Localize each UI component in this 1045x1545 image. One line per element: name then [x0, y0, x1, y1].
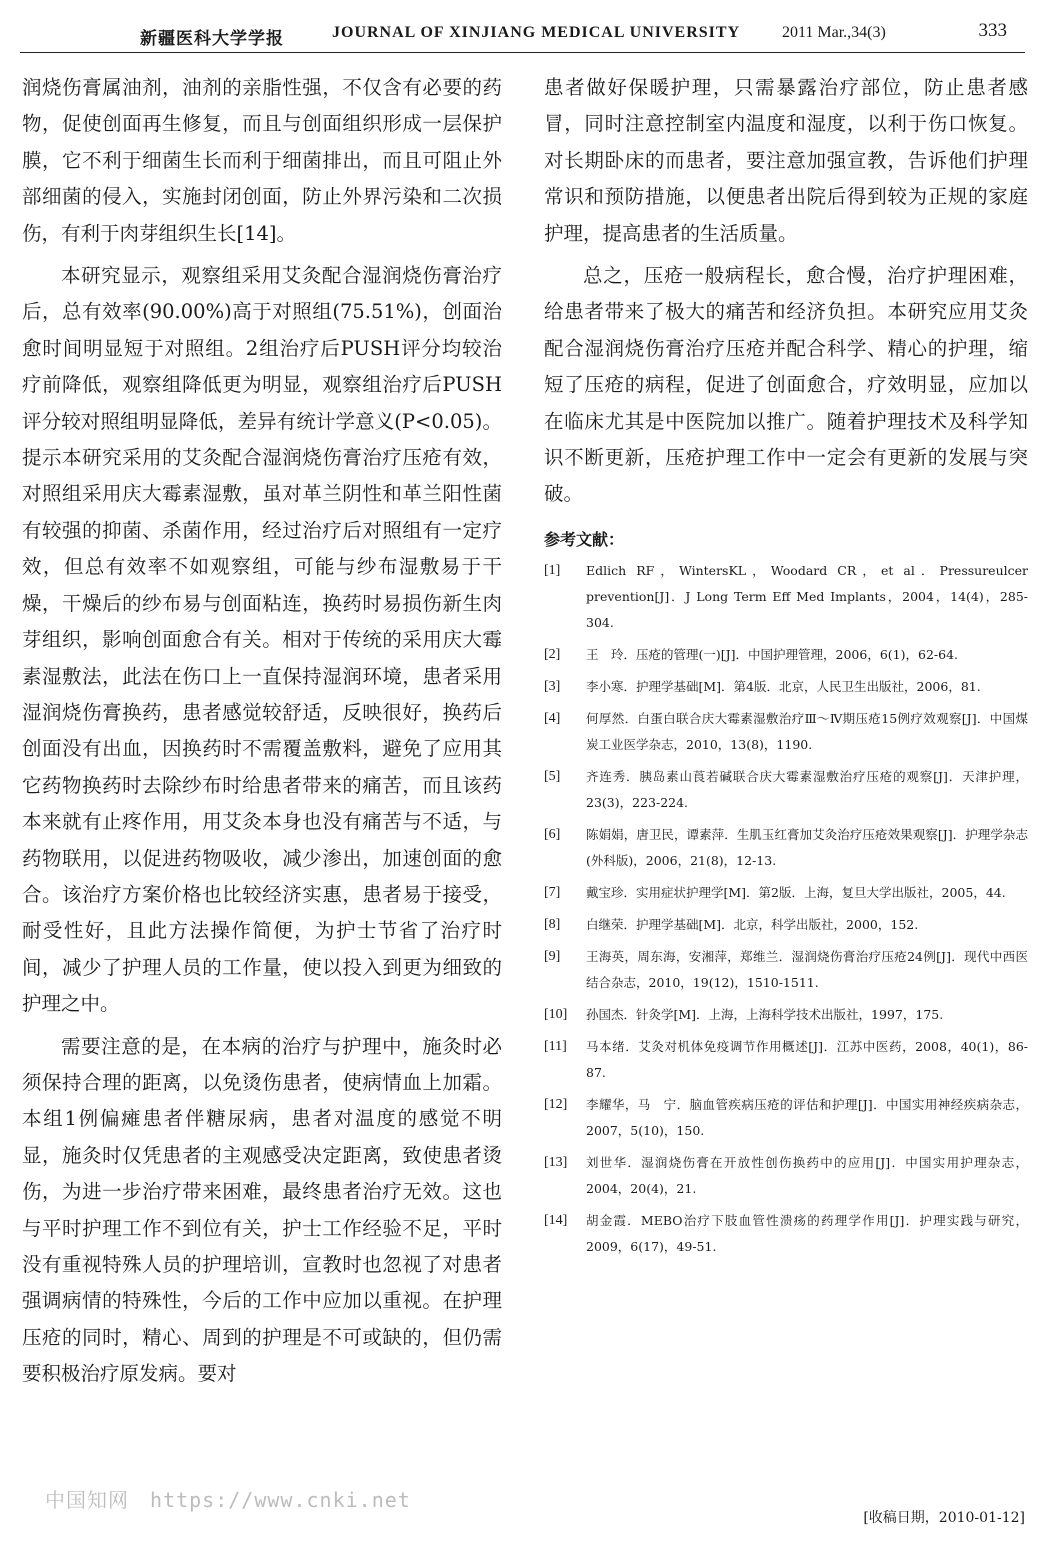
reference-number: [12]	[544, 1096, 568, 1112]
reference-list	[544, 558, 1028, 1260]
paragraph: 需要注意的是，在本病的治疗与护理中，施灸时必须保持合理的距离，以免烫伤患者，使病情血上加霜。本组1例偏瘫患者伴糖尿病，患者对温度的感觉不明显，施灸时仅凭患者的主观感受决定距离，致使患者烫伤，为进一步治疗带来困难，最终患者治疗无效。这也与平时护理工作不到位有关，护士工作经验不足，平时没有重视特殊人员的护理培训，宣教时也忽视了对患者强调病情的特殊性，今后的工作中应加以重视。在护理压疮的同时，精心、周到的护理是不可或缺的，但仍需要积极治疗原发病。要对	[22, 1034, 502, 1386]
reference-text: 孙国杰．针灸学[M]．上海，上海科学技术出版社，1997，175.	[586, 1006, 944, 1022]
paragraph: 总之，压疮一般病程长，愈合慢，治疗护理困难，给患者带来了极大的痛苦和经济负担。本研究应用艾灸配合湿润烧伤膏治疗压疮并配合科学、精心的护理，缩短了压疮的病程，促进了创面愈合，疗效明显，应加以在临床尤其是中医院加以推广。随着护理技术及科学知识不断更新，压疮护理工作中一定会有更新的发展与突破。	[544, 264, 1028, 506]
reference-text: 刘世华．湿润烧伤膏在开放性创伤换药中的应用[J]．中国实用护理杂志，2004，20(4)，21.	[586, 1154, 1028, 1196]
reference-item	[544, 674, 1028, 700]
reference-text: 王 玲．压疮的管理(一)[J]．中国护理管理，2006，6(1)，62-64.	[586, 646, 958, 662]
journal-title-cn: 新疆医科大学学报	[140, 29, 284, 48]
reference-text: 陈娟娟，唐卫民，谭素萍．生肌玉红膏加艾灸治疗压疮效果观察[J]．护理学杂志(外科版)，2006，21(8)，12-13.	[586, 826, 1028, 868]
reference-text: 马本绪．艾灸对机体免疫调节作用概述[J]．江苏中医药，2008，40(1)，86-87.	[586, 1038, 1028, 1080]
issue-date: 2011 Mar.,34(3)	[782, 24, 886, 41]
reference-item	[544, 764, 1028, 816]
reference-item	[544, 822, 1028, 874]
references-heading: 参考文献：	[544, 529, 625, 549]
reference-number: [13]	[544, 1154, 568, 1170]
reference-text: 李耀华，马 宁．脑血管疾病压疮的评估和护理[J]．中国实用神经疾病杂志，2007，5(10)，150.	[586, 1096, 1028, 1138]
reference-item	[544, 642, 1028, 668]
reference-number: [11]	[544, 1038, 567, 1054]
paragraph: 润烧伤膏属油剂，油剂的亲脂性强，不仅含有必要的药物，促使创面再生修复，而且与创面组织形成一层保护膜，它不利于细菌生长而利于细菌排出，而且可阻止外部细菌的侵入，实施封闭创面，防止外界污染和二次损伤，有利于肉芽组织生长[14]。	[22, 76, 502, 245]
reference-number: [5]	[544, 768, 561, 784]
reference-item	[544, 706, 1028, 758]
reference-item	[544, 1208, 1028, 1260]
received-date: [收稿日期，2010-01-12]	[863, 1510, 1025, 1526]
reference-item	[544, 912, 1028, 938]
reference-text: 王海英，周东海，安湘萍，郑维兰．湿润烧伤膏治疗压疮24例[J]．现代中西医结合杂志，2010，19(12)，1510-1511.	[586, 948, 1028, 990]
paragraph: 患者做好保暖护理，只需暴露治疗部位，防止患者感冒，同时注意控制室内温度和湿度，以利于伤口恢复。对长期卧床的而患者，要注意加强宣教，告诉他们护理常识和预防措施，以便患者出院后得到较为正规的家庭护理，提高患者的生活质量。	[544, 76, 1028, 245]
reference-text: 白继荣．护理学基础[M]．北京，科学出版社，2000，152.	[586, 916, 919, 932]
paragraph: 本研究显示，观察组采用艾灸配合湿润烧伤膏治疗后，总有效率(90.00%)高于对照组(75.51%)，创面治愈时间明显短于对照组。2组治疗后PUSH评分均较治疗前降低，观察组降低更为明显，观察组治疗后PUSH评分较对照组明显降低，差异有统计学意义(P<0.05)。提示本研究采用的艾灸配合湿润烧伤膏治疗压疮有效，对照组采用庆大霉素湿敷，虽对革兰阴性和革兰阳性菌有较强的抑菌、杀菌作用，经过治疗后对照组有一定疗效，但总有效率不如观察组，可能与纱布湿敷易于干燥，干燥后的纱布易与创面粘连，换药时易损伤新生肉芽组织，影响创面愈合有关。相对于传统的采用庆大霉素湿敷法，此法在伤口上一直保持湿润环境，患者采用湿润烧伤膏换药，患者感觉较舒适，反映很好，换药后创面没有出血，因换药时不需覆盖敷料，避免了应用其它药物换药时去除纱布时给患者带来的痛苦，而且该药本来就有止疼作用，用艾灸本身也没有痛苦与不适，与药物联用，以促进药物吸收，减少渗出，加速创面的愈合。该治疗方案价格也比较经济实惠，患者易于接受，耐受性好，且此方法操作简便，为护士节省了治疗时间，减少了护理人员的工作量，使以投入到更为细致的护理之中。	[22, 264, 502, 1016]
reference-number: [6]	[544, 826, 561, 842]
reference-number: [7]	[544, 884, 561, 900]
reference-number: [2]	[544, 646, 561, 662]
reference-item	[544, 1034, 1028, 1086]
reference-number: [3]	[544, 678, 561, 694]
running-header	[20, 18, 1025, 53]
reference-item	[544, 1150, 1028, 1202]
reference-text: 戴宝珍．实用症状护理学[M]．第2版．上海，复旦大学出版社，2005，44.	[586, 884, 1006, 900]
reference-text: 李小寒．护理学基础[M]．第4版．北京，人民卫生出版社，2006，81.	[586, 678, 981, 694]
reference-item	[544, 880, 1028, 906]
reference-item	[544, 558, 1028, 636]
reference-number: [10]	[544, 1006, 568, 1022]
reference-text: Edlich RF，WintersKL，Woodard CR，et al．Pressureulcer prevention[J]．J Long Term Eff Med Implants，2004，14(4)，285-304.	[586, 562, 1028, 630]
reference-text: 齐连秀．胰岛素山莨若碱联合庆大霉素湿敷治疗压疮的观察[J]．天津护理，23(3)，223-224.	[586, 768, 1028, 810]
right-column	[544, 70, 1028, 1266]
reference-text: 何厚然．白蛋白联合庆大霉素湿敷治疗Ⅲ～Ⅳ期压疮15例疗效观察[J]．中国煤炭工业医学杂志，2010，13(8)，1190.	[586, 710, 1028, 752]
reference-number: [9]	[544, 948, 561, 964]
reference-text: 胡金霞．MEBO治疗下肢血管性溃疡的药理学作用[J]．护理实践与研究，2009，6(17)，49-51.	[586, 1212, 1028, 1254]
watermark: 中国知网 https://www.cnki.net	[45, 1488, 411, 1512]
reference-number: [1]	[544, 562, 561, 578]
page-number: 333	[978, 20, 1007, 41]
reference-item	[544, 1092, 1028, 1144]
reference-number: [14]	[544, 1212, 568, 1228]
reference-item	[544, 1002, 1028, 1028]
left-column	[22, 70, 502, 1393]
reference-item	[544, 944, 1028, 996]
reference-number: [8]	[544, 916, 561, 932]
reference-number: [4]	[544, 710, 561, 726]
journal-title-en: JOURNAL OF XINJIANG MEDICAL UNIVERSITY	[332, 24, 741, 41]
